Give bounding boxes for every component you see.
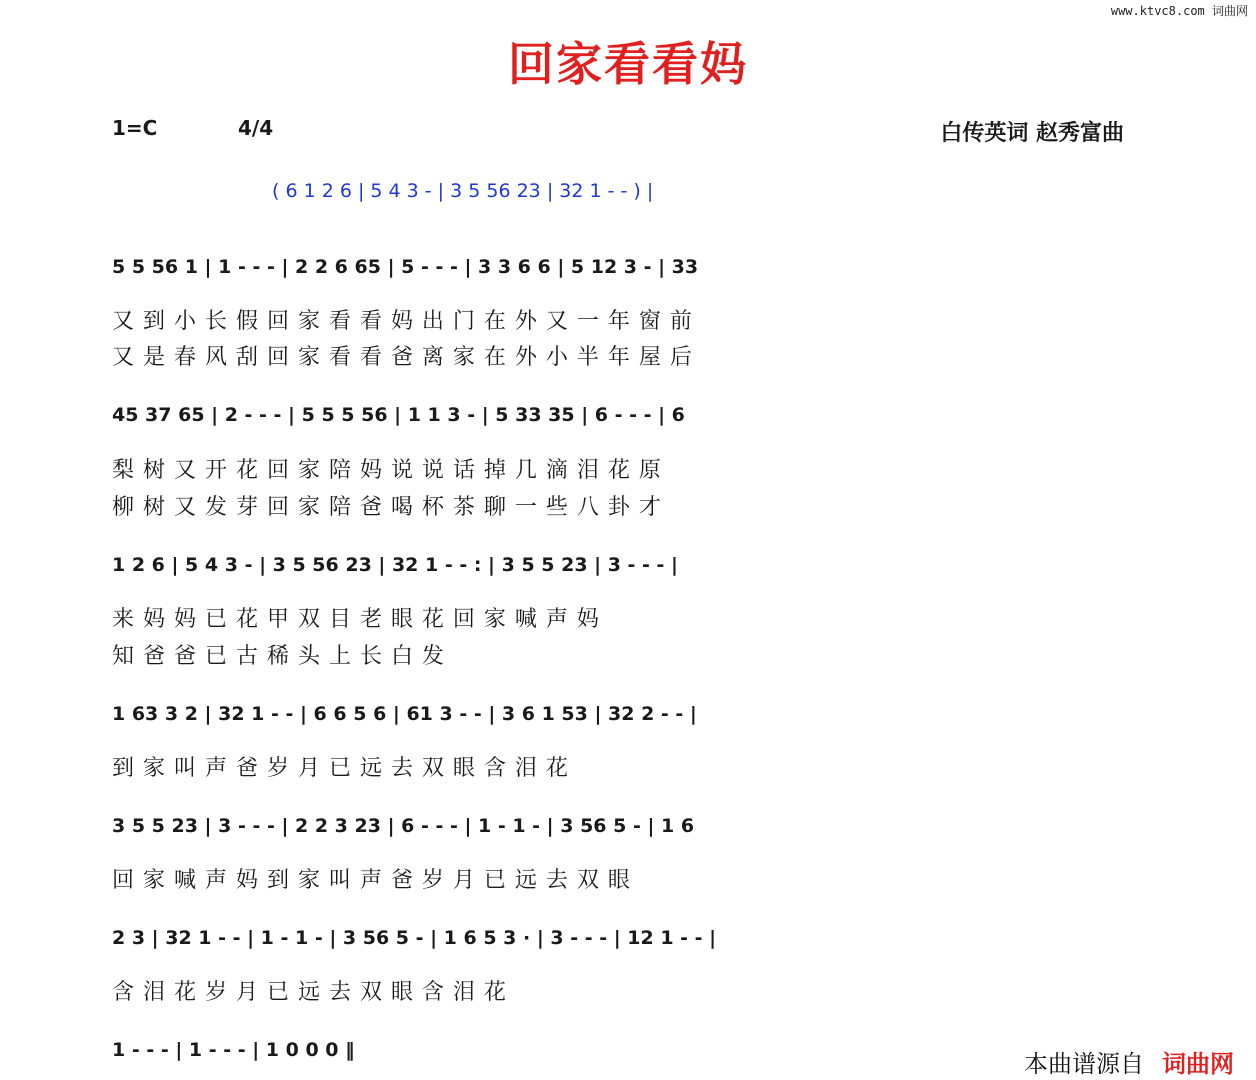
lyric-line-6: 知 爸 爸 已 古 稀 头 上 长 白 发 <box>112 644 445 669</box>
song-title: 回家看看妈 <box>508 37 748 91</box>
intro-score-line: ( 6 1 2 6 | 5 4 3 - | 3 5 56 23 | 32 1 - - ) | <box>272 180 654 202</box>
watermark-top: www.ktvc8.com 词曲网 <box>1110 4 1248 18</box>
score-line-6: 2 3 | 32 1 - - | 1 - 1 - | 3 56 5 - | 1 6 5 3 · | 3 - - - | 12 1 - - | <box>112 927 717 949</box>
score-line-7: 1 - - - | 1 - - - | 1 0 0 0 ‖ <box>112 1039 355 1061</box>
watermark-site-name: 词曲网 <box>1162 1050 1234 1078</box>
key-signature: 1=C <box>112 116 158 140</box>
lyric-line-3: 梨 树 又 开 花 回 家 陪 妈 说 说 话 掉 几 滴 泪 花 原 <box>112 458 662 483</box>
score-line-1: 5 5 56 1 | 1 - - - | 2 2 6 65 | 5 - - - | 3 3 6 6 | 5 12 3 - | 33 <box>112 256 699 278</box>
score-line-4: 1 63 3 2 | 32 1 - - | 6 6 5 6 | 61 3 - - | 3 6 1 53 | 32 2 - - | <box>112 703 697 725</box>
score-line-5: 3 5 5 23 | 3 - - - | 2 2 3 23 | 6 - - - | 1 - 1 - | 3 56 5 - | 1 6 <box>112 815 695 837</box>
lyric-line-1: 又 到 小 长 假 回 家 看 看 妈 出 门 在 外 又 一 年 窗 前 <box>112 309 693 334</box>
time-signature: 4/4 <box>238 116 274 140</box>
watermark-bottom <box>1024 1044 1234 1079</box>
credits: 白传英词 赵秀富曲 <box>940 121 1124 146</box>
watermark-source-text: 本曲谱源自 <box>1024 1050 1144 1078</box>
score-line-3: 1 2 6 | 5 4 3 - | 3 5 56 23 | 32 1 - - : | 3 5 5 23 | 3 - - - | <box>112 554 679 576</box>
lyric-line-7: 到 家 叫 声 爸 岁 月 已 远 去 双 眼 含 泪 花 <box>112 756 569 781</box>
lyric-line-4: 柳 树 又 发 芽 回 家 陪 爸 喝 杯 茶 聊 一 些 八 卦 才 <box>112 495 662 520</box>
lyric-line-9: 含 泪 花 岁 月 已 远 去 双 眼 含 泪 花 <box>112 980 507 1005</box>
lyric-line-5: 来 妈 妈 已 花 甲 双 目 老 眼 花 回 家 喊 声 妈 <box>112 607 600 632</box>
lyric-line-2: 又 是 春 风 刮 回 家 看 看 爸 离 家 在 外 小 半 年 屋 后 <box>112 345 693 370</box>
score-line-2: 45 37 65 | 2 - - - | 5 5 5 56 | 1 1 3 - | 5 33 35 | 6 - - - | 6 <box>112 404 685 426</box>
lyric-line-8: 回 家 喊 声 妈 到 家 叫 声 爸 岁 月 已 远 去 双 眼 <box>112 868 631 893</box>
